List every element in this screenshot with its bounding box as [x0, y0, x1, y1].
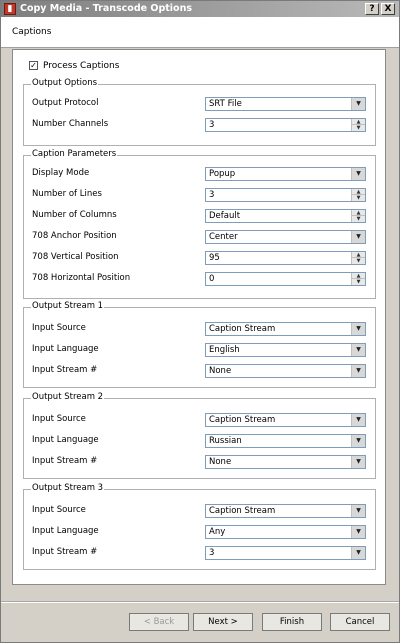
708-vertical-position-label: 708 Vertical Position [32, 252, 119, 262]
group-title: Output Stream 1 [32, 301, 104, 311]
form-row [24, 455, 375, 469]
number-channels-spinner[interactable] [205, 118, 366, 132]
display-mode-dropdown[interactable] [205, 167, 366, 181]
spin-up-icon[interactable]: ▲ [352, 252, 365, 258]
app-icon: ▮ [4, 3, 16, 15]
chevron-down-icon[interactable]: ▼ [351, 98, 365, 110]
input-source-label: Input Source [32, 414, 86, 424]
form-row [24, 504, 375, 518]
captions-panel [12, 49, 386, 585]
input-source-dropdown[interactable] [205, 413, 366, 427]
708-anchor-position-dropdown[interactable] [205, 230, 366, 244]
input-stream-label: Input Stream # [32, 365, 98, 375]
chevron-down-icon[interactable]: ▼ [351, 547, 365, 559]
input-stream-label: Input Stream # [32, 547, 98, 557]
input-language-dropdown[interactable] [205, 434, 366, 448]
input-source-label: Input Source [32, 505, 86, 515]
control-value: None [209, 457, 232, 467]
group-title: Output Options [32, 78, 98, 88]
control-value: Caption Stream [209, 415, 276, 425]
input-stream-label: Input Stream # [32, 456, 98, 466]
control-value: 95 [209, 253, 220, 263]
form-row [24, 343, 375, 357]
spinner-buttons[interactable] [351, 189, 365, 201]
number-of-lines-label: Number of Lines [32, 189, 102, 199]
form-row [24, 188, 375, 202]
spinner-buttons[interactable] [351, 119, 365, 131]
spin-up-icon[interactable]: ▲ [352, 189, 365, 195]
input-source-dropdown[interactable] [205, 322, 366, 336]
number-of-lines-spinner[interactable] [205, 188, 366, 202]
close-button[interactable]: X [381, 3, 395, 15]
spin-down-icon[interactable]: ▼ [356, 216, 361, 222]
control-value: Caption Stream [209, 506, 276, 516]
control-value: SRT File [209, 99, 242, 109]
finish-button[interactable]: Finish [262, 613, 322, 631]
input-stream-dropdown[interactable] [205, 546, 366, 560]
form-row [24, 364, 375, 378]
spin-down-icon[interactable]: ▼ [356, 258, 361, 264]
group-output-options [23, 78, 376, 146]
form-row [24, 322, 375, 336]
chevron-down-icon[interactable]: ▼ [351, 231, 365, 243]
control-value: None [209, 366, 232, 376]
control-value: 3 [209, 120, 215, 130]
number-of-columns-label: Number of Columns [32, 210, 117, 220]
spin-up-icon[interactable]: ▲ [352, 210, 365, 216]
form-row [24, 230, 375, 244]
group-title: Output Stream 3 [32, 483, 104, 493]
input-language-label: Input Language [32, 435, 99, 445]
spin-up-icon[interactable]: ▲ [352, 119, 365, 125]
form-row [24, 118, 375, 132]
window-title: Copy Media - Transcode Options [20, 3, 192, 14]
spinner-buttons[interactable] [351, 210, 365, 222]
number-of-columns-spinner[interactable] [205, 209, 366, 223]
input-language-label: Input Language [32, 526, 99, 536]
process-captions-label: Process Captions [43, 61, 120, 71]
input-source-label: Input Source [32, 323, 86, 333]
group-output-stream-1 [23, 301, 376, 388]
control-value: 0 [209, 274, 215, 284]
input-stream-dropdown[interactable] [205, 364, 366, 378]
footer-separator [1, 601, 399, 603]
help-button[interactable]: ? [365, 3, 379, 15]
form-row [24, 209, 375, 223]
spin-up-icon[interactable]: ▲ [352, 273, 365, 279]
control-value: Any [209, 527, 226, 537]
next-button[interactable]: Next > [193, 613, 253, 631]
number-channels-label: Number Channels [32, 119, 109, 129]
control-value: 3 [209, 190, 215, 200]
spinner-buttons[interactable] [351, 252, 365, 264]
process-captions-checkbox[interactable]: ✓ [30, 61, 37, 70]
chevron-down-icon[interactable]: ▼ [351, 414, 365, 426]
chevron-down-icon[interactable]: ▼ [351, 323, 365, 335]
output-protocol-label: Output Protocol [32, 98, 99, 108]
page-header [1, 17, 399, 48]
control-value: Center [209, 232, 238, 242]
control-value: Russian [209, 436, 242, 446]
708-horizontal-position-spinner[interactable] [205, 272, 366, 286]
708-anchor-position-label: 708 Anchor Position [32, 231, 117, 241]
cancel-button[interactable]: Cancel [330, 613, 390, 631]
chevron-down-icon[interactable]: ▼ [351, 505, 365, 517]
title-bar [1, 1, 399, 17]
form-row [24, 167, 375, 181]
chevron-down-icon[interactable]: ▼ [351, 365, 365, 377]
output-protocol-dropdown[interactable] [205, 97, 366, 111]
group-output-stream-3 [23, 483, 376, 570]
group-output-stream-2 [23, 392, 376, 479]
form-row [24, 251, 375, 265]
708-horizontal-position-label: 708 Horizontal Position [32, 273, 131, 283]
chevron-down-icon[interactable]: ▼ [351, 435, 365, 447]
spinner-buttons[interactable] [351, 273, 365, 285]
control-value: 3 [209, 548, 215, 558]
control-value: Popup [209, 169, 236, 179]
input-stream-dropdown[interactable] [205, 455, 366, 469]
input-language-label: Input Language [32, 344, 99, 354]
input-language-dropdown[interactable] [205, 525, 366, 539]
spin-down-icon[interactable]: ▼ [356, 279, 361, 285]
chevron-down-icon[interactable]: ▼ [351, 168, 365, 180]
form-row [24, 434, 375, 448]
chevron-down-icon[interactable]: ▼ [351, 344, 365, 356]
display-mode-label: Display Mode [32, 168, 90, 178]
group-title: Output Stream 2 [32, 392, 104, 402]
spin-down-icon[interactable]: ▼ [356, 195, 361, 201]
input-language-dropdown[interactable] [205, 343, 366, 357]
chevron-down-icon[interactable]: ▼ [351, 456, 365, 468]
input-source-dropdown[interactable] [205, 504, 366, 518]
page-title: Captions [12, 27, 52, 37]
control-value: English [209, 345, 240, 355]
form-row [24, 546, 375, 560]
group-caption-parameters [23, 149, 376, 299]
form-row [24, 272, 375, 286]
708-vertical-position-spinner[interactable] [205, 251, 366, 265]
form-row [24, 525, 375, 539]
form-row [24, 97, 375, 111]
control-value: Default [209, 211, 241, 221]
chevron-down-icon[interactable]: ▼ [351, 526, 365, 538]
group-title: Caption Parameters [32, 149, 117, 159]
control-value: Caption Stream [209, 324, 276, 334]
spin-down-icon[interactable]: ▼ [356, 125, 361, 131]
form-row [24, 413, 375, 427]
back-button[interactable]: < Back [129, 613, 189, 631]
